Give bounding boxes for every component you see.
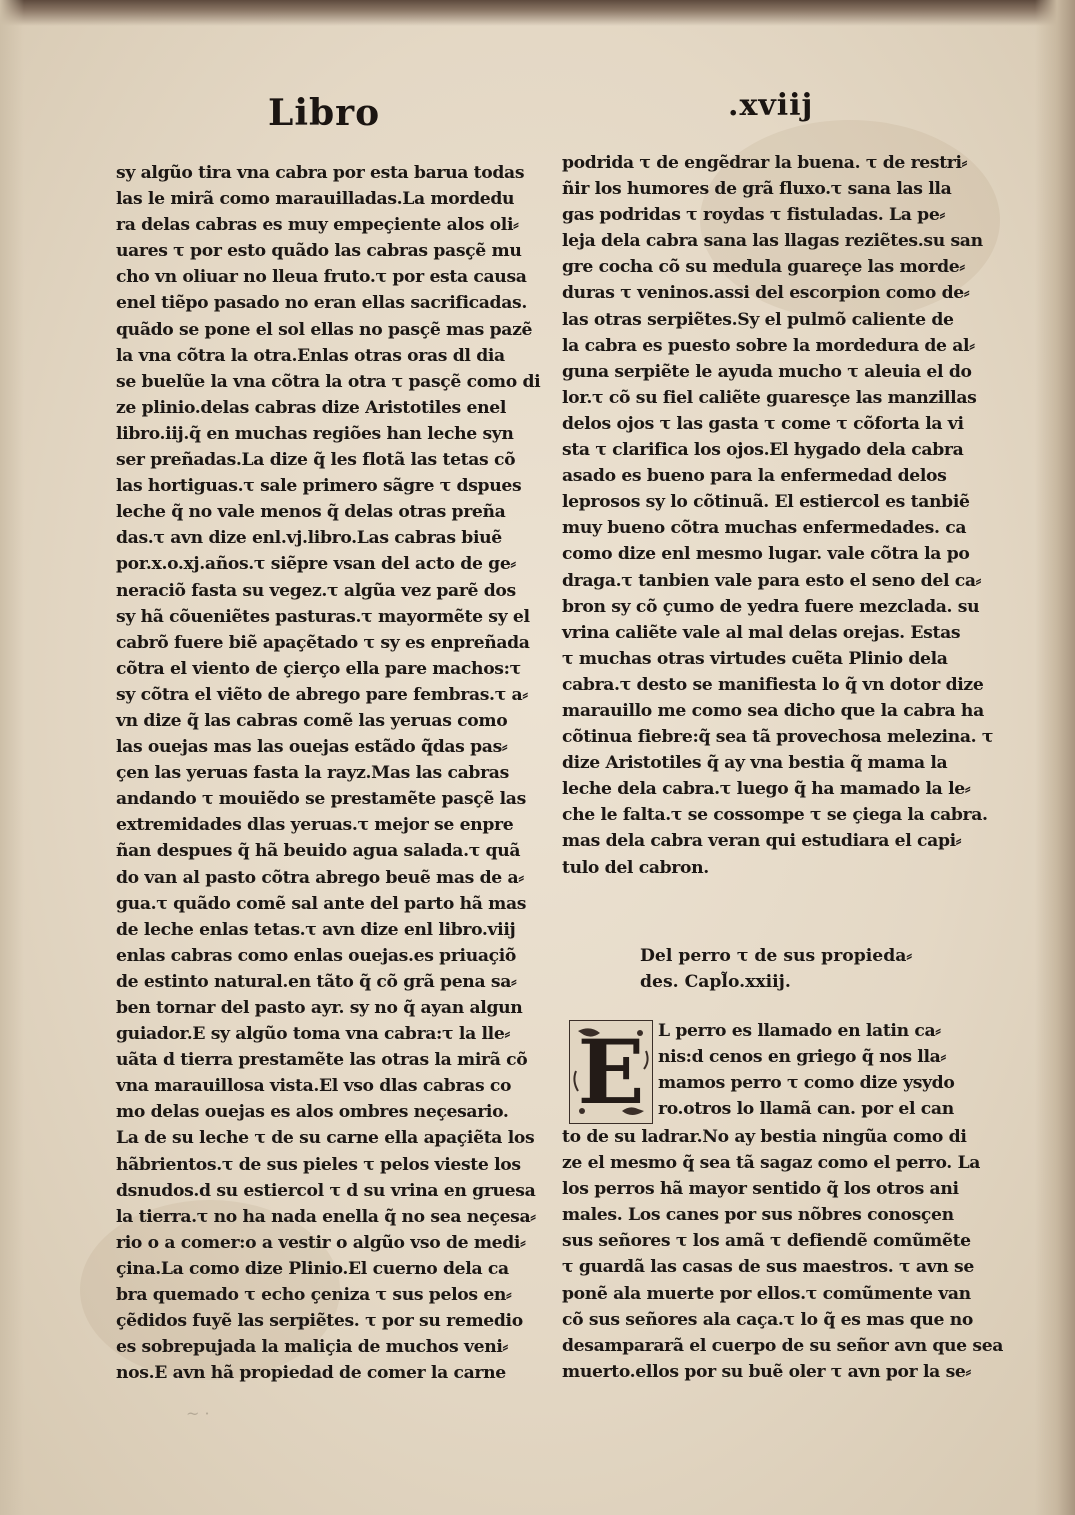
text-line: des. Capl̃o.xxiij. [640,972,791,993]
text-line: sy hã cõueniẽtes pasturas.τ mayormẽte sy el [116,606,530,627]
text-line: desampararã el cuerpo de su señor avn que sea [562,1335,1004,1356]
text-line: leche dela cabra.τ luego q̃ ha mamado la le⸗ [562,779,971,800]
text-line: leche q̃ no vale menos q̃ delas otras preña [116,502,506,523]
text-line: vn dize q̃ las cabras comẽ las yeruas como [116,710,508,731]
text-line: cabrõ fuere biẽ apaçẽtado τ sy es enpreñada [116,632,530,653]
text-line: los perros hã mayor sentido q̃ los otros ani [562,1179,959,1200]
text-line: mo delas ouejas es alos ombres neçesario. [116,1102,509,1123]
text-line: podrida τ de engẽdrar la buena. τ de restri⸗ [562,153,968,173]
text-line: guiador.E sy algũo toma vna cabra:τ la lle⸗ [116,1024,510,1045]
text-line: L perro es llamado en latin ca⸗ [658,1021,941,1041]
text-line: como dize enl mesmo lugar. vale cõtra la po [562,544,970,565]
text-line: bra quemado τ echo çeniza τ sus pelos en⸗ [116,1285,512,1306]
right-page-edge [1035,0,1075,1515]
text-line: vrina caliẽte vale al mal delas orejas. Estas [562,622,961,643]
running-head-right-folio: .xviij [728,88,814,123]
text-line: las ouejas mas las ouejas estãdo q̃das pas⸗ [116,737,508,758]
text-line: ñir los humores de grã fluxo.τ sana las lla [562,179,952,200]
running-head-left: Libro [268,92,381,134]
text-line: La de su leche τ de su carne ella apaçiẽta los [116,1128,535,1149]
text-line: hãbrientos.τ de sus pieles τ pelos vieste los [116,1154,521,1175]
text-line: tulo del cabron. [562,857,709,878]
text-line: cõtinua fiebre:q̃ sea tã provechosa melezina. τ [562,727,994,748]
text-line: mas dela cabra veran qui estudiara el capi⸗ [562,831,962,852]
text-line: libro.iij.q̃ en muchas regiões han leche syn [116,423,514,444]
text-line: ponẽ ala muerte por ellos.τ comũmente van [562,1283,971,1304]
initial-letter: E [577,1020,645,1124]
text-line: extremidades dlas yeruas.τ mejor se enpre [116,815,514,836]
text-line: neraciõ fasta su vegez.τ algũa vez parẽ dos [116,580,516,601]
text-line: gas podridas τ roydas τ fistuladas. La pe⸗ [562,205,945,226]
text-line: delos ojos τ las gasta τ come τ cõforta la vi [562,413,964,434]
text-line: dsnudos.d su estiercol τ d su vrina en gruesa [116,1180,536,1201]
text-line: marauillo me como sea dicho que la cabra ha [562,700,984,721]
text-line: dize Aristotiles q̃ ay vna bestia q̃ mama la [562,753,948,774]
text-line: che le falta.τ se cossompe τ se çiega la cabra. [562,805,988,826]
text-line: cõtra el viento de çierço ella pare machos:τ [116,658,521,679]
right-text-column [562,150,993,881]
text-line: muy bueno cõtra muchas enfermedades. ca [562,518,967,539]
text-line: to de su ladrar.No ay bestia ningũa como di [562,1127,967,1147]
text-line: draga.τ tanbien vale para esto el seno del ca⸗ [562,570,982,591]
decorated-initial [569,1020,653,1124]
text-line: sy algũo tira vna cabra por esta barua todas [116,163,525,183]
text-line: la cabra es puesto sobre la mordedura de al⸗ [562,335,975,356]
text-line: gre cocha cõ su medula guareçe las morde⸗ [562,257,965,278]
text-line: ra delas cabras es muy empeçiente alos oli⸗ [116,215,519,236]
text-line: nos.E avn hã propiedad de comer la carne [116,1363,506,1384]
text-line: las hortiguas.τ sale primero sãgre τ dspues [116,476,522,497]
text-line: la vna cõtra la otra.Enlas otras oras dl dia [116,345,505,366]
text-line: das.τ avn dize enl.vj.libro.Las cabras biuẽ [116,528,502,549]
text-line: las otras serpiẽtes.Sy el pulmõ caliente de [562,309,954,330]
text-line: mamos perro τ como dize ysydo [658,1073,955,1094]
text-line: de leche enlas tetas.τ avn dize enl libro.viij [116,919,516,940]
text-line: τ guardã las casas de sus maestros. τ avn se [562,1257,974,1278]
text-line: quãdo se pone el sol ellas no pasçẽ mas pazẽ [116,319,533,340]
text-line: guna serpiẽte le ayuda mucho τ aleuia el do [562,361,972,382]
text-line: por.x.o.xj.años.τ siẽpre vsan del acto de ge⸗ [116,554,516,575]
ink-bleed-mark: ~ · [186,1404,210,1423]
text-line: ben tornar del pasto ayr. sy no q̃ ayan algun [116,998,523,1018]
text-line: do van al pasto cõtra abrego beuẽ mas de a⸗ [116,867,524,888]
text-line: sus señores τ los amã τ defiendẽ comũmẽte [562,1231,971,1252]
initial-adjacent-lines [658,1018,954,1122]
text-line: çen las yeruas fasta la rayz.Mas las cabras [116,763,509,784]
left-text-column [116,160,540,1386]
text-line: çẽdidos fuyẽ las serpiẽtes. τ por su remedio [116,1311,523,1332]
text-line: enel tiẽpo pasado no eran ellas sacrificadas. [116,293,527,314]
text-line: leprosos sy lo cõtinuã. El estiercol es tanbiẽ [562,492,970,513]
text-line: la tierra.τ no ha nada enella q̃ no sea neçesa⸗ [116,1206,536,1227]
left-page-edge [0,0,24,1515]
text-line: ze plinio.delas cabras dize Aristotiles enel [116,397,506,418]
text-line: uãta d tierra prestamẽte las otras la mirã cõ [116,1050,528,1071]
text-line: ñan despues q̃ hã beuido agua salada.τ quã [116,841,521,862]
text-line: τ muchas otras virtudes cuẽta Plinio dela [562,648,948,669]
text-line: gua.τ quãdo comẽ sal ante del parto hã mas [116,893,527,914]
text-line: cho vn oliuar no lleua fruto.τ por esta causa [116,267,527,288]
text-line: cõ sus señores ala caça.τ lo q̃ es mas que no [562,1309,974,1330]
text-line: Del perro τ de sus propieda⸗ [640,946,913,966]
top-page-edge [0,0,1075,26]
text-line: leja dela cabra sana las llagas reziẽtes.su san [562,231,983,252]
text-line: nis:d cenos en griego q̃ nos lla⸗ [658,1047,946,1068]
text-line: ze el mesmo q̃ sea tã sagaz como el perro. La [562,1153,981,1174]
text-line: muerto.ellos por su buẽ oler τ avn por la se⸗ [562,1361,971,1382]
text-line: lor.τ cõ su fiel caliẽte guaresçe las manzillas [562,387,977,408]
text-line: asado es bueno para la enfermedad delos [562,466,947,487]
text-line: enlas cabras como enlas ouejas.es priuaçiõ [116,945,517,966]
text-line: andando τ mouiẽdo se prestamẽte pasçẽ las [116,789,526,810]
text-line: de estinto natural.en tãto q̃ cõ grã pena sa⸗ [116,971,517,992]
text-line: vna marauillosa vista.El vso dlas cabras co [116,1076,512,1097]
chapter-heading [640,942,912,994]
text-line: duras τ veninos.assi del escorpion como de⸗ [562,283,970,304]
text-line: ser preñadas.La dize q̃ les flotã las tetas cõ [116,450,516,471]
text-line: males. Los canes por sus nõbres conosçen [562,1205,954,1226]
text-line: sta τ clarifica los ojos.El hygado dela cabra [562,440,964,461]
text-line: ro.otros lo llamã can. por el can [658,1099,954,1120]
text-line: las le mirã como marauilladas.La mordedu [116,189,515,210]
chapter-body-lines [562,1124,1003,1385]
text-line: rio o a comer:o a vestir o algũo vso de medi⸗ [116,1232,526,1253]
text-line: sy cõtra el viẽto de abrego pare fembras.τ a⸗ [116,684,528,705]
text-line: cabra.τ desto se manifiesta lo q̃ vn dotor dize [562,674,984,695]
text-line: es sobrepujada la maliçia de muchos veni⸗ [116,1337,508,1358]
text-line: çina.La como dize Plinio.El cuerno dela ca [116,1258,509,1279]
text-line: uares τ por esto quãdo las cabras pasçẽ mu [116,241,522,262]
text-line: se buelũe la vna cõtra la otra τ pasçẽ como di [116,371,541,392]
text-line: bron sy cõ çumo de yedra fuere mezclada. su [562,596,980,617]
